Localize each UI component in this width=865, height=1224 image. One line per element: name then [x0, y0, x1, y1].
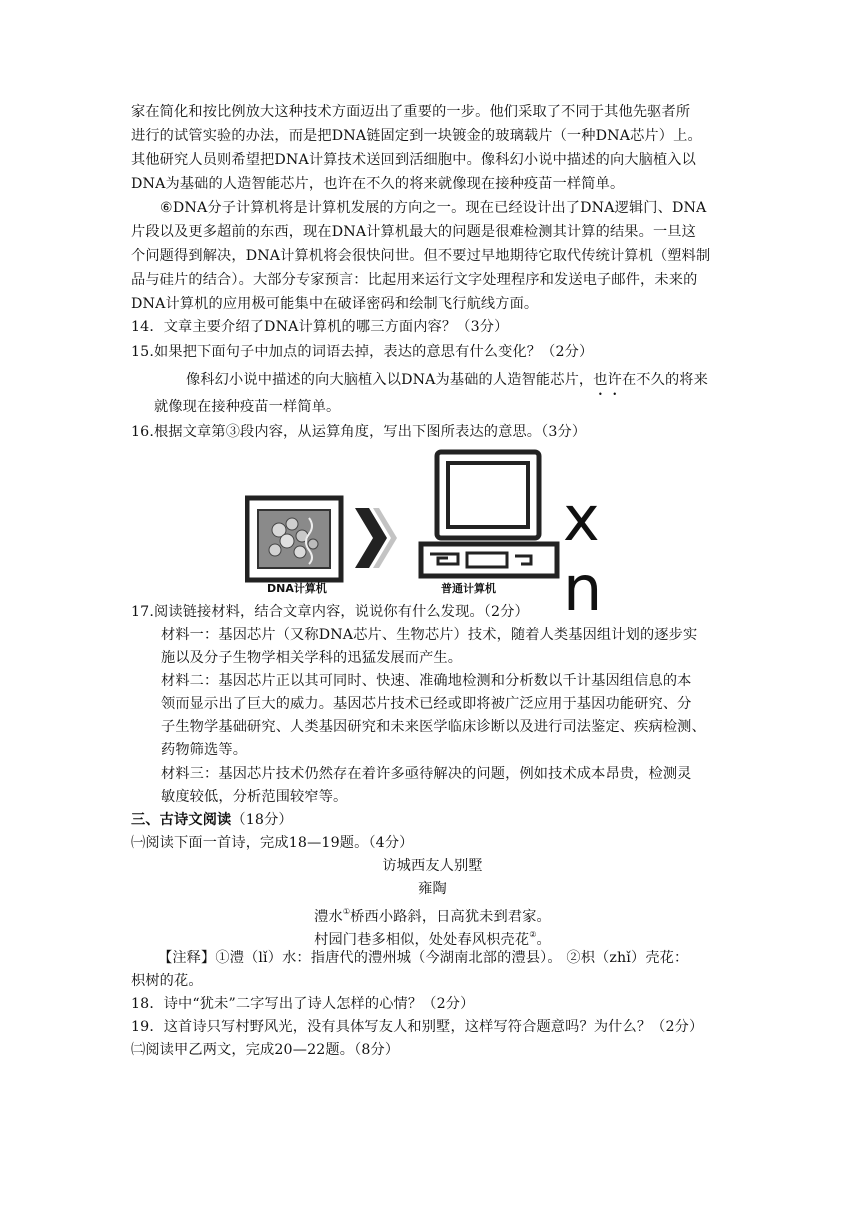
dotted-word-char: 许: [607, 372, 622, 388]
question-18: 18．诗中“犹未”二字写出了诗人怎样的心情？（2分）: [131, 996, 475, 1012]
footnote-marker: ②: [529, 930, 537, 939]
annotation-line-2: 枳树的花。: [131, 973, 203, 989]
poem-text: 。: [536, 932, 551, 948]
poem-text: 澧水: [314, 909, 343, 925]
poem-author: 雍陶: [418, 881, 447, 897]
paragraph-5-line-3: 其他研究人员则希望把DNA计算技术送回到活细胞中。像科幻小说中描述的向大脑植入以: [131, 152, 696, 168]
question-14: 14．文章主要介绍了DNA计算机的哪三方面内容？（3分）: [131, 319, 509, 335]
paragraph-6-line-2: 片段以及更多超前的东西，现在DNA计算机最大的问题是很难检测其计算的结果。一旦这: [131, 224, 696, 240]
multiplier-n: x n: [563, 482, 611, 625]
dna-chip-icon: [247, 498, 341, 580]
normal-computer-caption: 普通计算机: [441, 582, 496, 595]
question-17: 17.阅读链接材料，结合文章内容，说说你有什么发现。（2分）: [131, 604, 529, 620]
dna-computer-caption: DNA计算机: [267, 582, 327, 595]
footnote-marker: ①: [342, 907, 351, 916]
material-line: 子生物学基础研究、人类基因研究和未来医学临床诊断以及进行司法鉴定、疾病检测、: [161, 719, 706, 735]
material-line: 领而显示出了巨大的威力。基因芯片技术已经或即将被广泛应用于基因功能研究、分: [161, 696, 692, 712]
material-line: 施以及分子生物学相关学科的迅猛发展而产生。: [161, 650, 463, 666]
paragraph-5-line-1: 家在简化和按比例放大这种技术方面迈出了重要的一步。他们采取了不同于其他先驱者所: [131, 104, 691, 120]
greater-than-icon: [355, 508, 397, 568]
poem-text: 桥西小路斜，日高犹未到君家。: [350, 909, 551, 925]
dotted-word-char: 也: [593, 372, 608, 388]
part-1-intro: ㈠阅读下面一首诗，完成18—19题。（4分）: [131, 835, 414, 851]
poem-title: 访城西友人别墅: [382, 858, 483, 874]
part-2-intro: ㈡阅读甲乙两文，完成20—22题。（8分）: [131, 1042, 400, 1058]
question-15-sentence: [186, 369, 708, 391]
material-line: 材料一：基因芯片（又称DNA芯片、生物芯片）技术，随着人类基因组计划的逐步实: [161, 627, 698, 643]
section-3-score: （18分）: [231, 812, 293, 828]
question-15-sentence-line-2: 就像现在接种疫苗一样简单。: [154, 399, 341, 415]
material-line: 材料三：基因芯片技术仍然存在着许多亟待解决的问题，例如技术成本昂贵，检测灵: [161, 766, 692, 782]
material-line: 材料二：基因芯片正以其可同时、快速、准确地检测和分析数以千计基因组信息的本: [161, 673, 692, 689]
section-3-title: 三、古诗文阅读: [131, 812, 232, 828]
sentence-part: 像科幻小说中描述的向大脑植入以DNA为基础的人造智能芯片，: [186, 372, 594, 388]
sentence-part: 在不久的将来: [621, 372, 708, 388]
material-line: 敏度较低，分析范围较窄等。: [161, 789, 348, 805]
computer-icon: [421, 452, 557, 576]
paragraph-6-line-5: DNA计算机的应用极可能集中在破译密码和绘制飞行航线方面。: [131, 296, 539, 312]
question-19: 19．这首诗只写村野风光，没有具体写友人和别墅，这样写符合题意吗？为什么？（2分）: [131, 1019, 704, 1035]
paragraph-5-line-4: DNA为基础的人造智能芯片，也许在不久的将来就像现在接种疫苗一样简单。: [131, 176, 625, 192]
material-line: 药物筛选等。: [161, 742, 248, 758]
question-16: 16.根据文章第③段内容，从运算角度，写出下图所表达的意思。（3分）: [131, 424, 587, 440]
paragraph-6-line-4: 品与硅片的结合）。大部分专家预言：比起用来运行文字处理程序和发送电子邮件，未来的: [131, 272, 698, 288]
paragraph-5-line-2: 进行的试管实验的办法，而是把DNA链固定到一块镀金的玻璃载片（一种DNA芯片）上。: [131, 128, 702, 144]
section-3-heading: [131, 809, 293, 831]
poem-text: 村园门巷多相似，处处春风枳壳花: [314, 932, 530, 948]
paragraph-6-line-3: 个问题得到解决，DNA计算机将会很快问世。但不要过早地期待它取代传统计算机（塑料制: [131, 248, 711, 264]
annotation-line-1: 【注释】①澧（lǐ）水：指唐代的澧州城（今湖南北部的澧县）。 ②枳（zhǐ）壳花：: [158, 950, 689, 966]
question-15: 15.如果把下面句子中加点的词语去掉，表达的意思有什么变化？（2分）: [131, 344, 594, 360]
paragraph-6-line-1: ⑥DNA分子计算机将是计算机发展的方向之一。现在已经设计出了DNA逻辑门、DNA: [160, 200, 707, 216]
